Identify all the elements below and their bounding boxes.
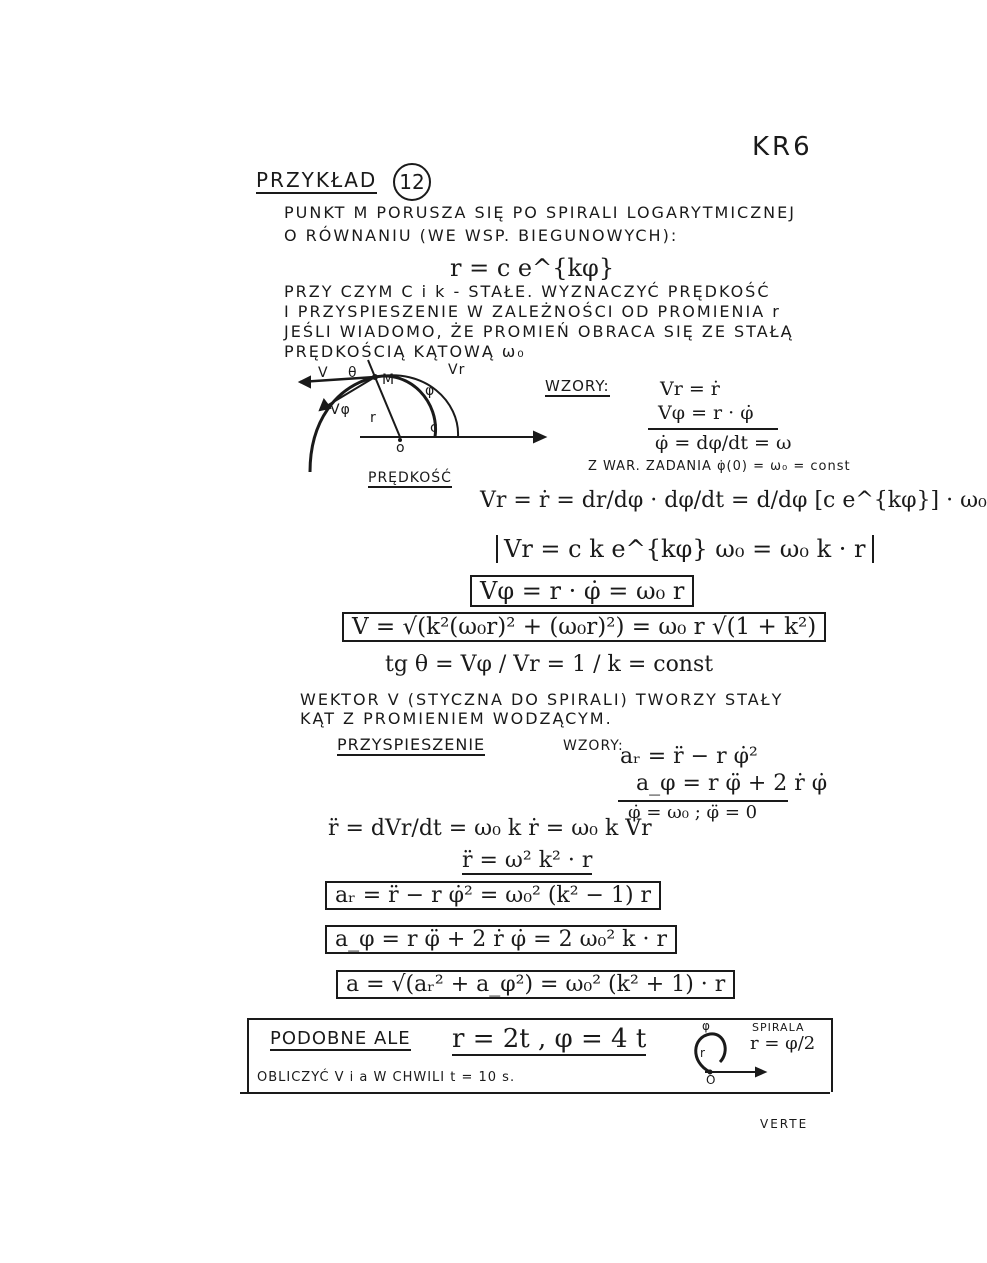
- a-result-box: a = √(aᵣ² + a_φ²) = ω₀² (k² + 1) · r: [336, 970, 735, 999]
- condition-text: Z WAR. ZADANIA φ̇(0) = ω₀ = const: [588, 459, 851, 474]
- formulas-header: WZORY:: [545, 377, 610, 395]
- small-axis-arrow-icon: [756, 1068, 765, 1076]
- formula-phidot: φ̇ = dφ/dt = ω: [655, 432, 792, 454]
- diagram-label-vr: Vr: [448, 362, 466, 378]
- diagram-label-theta: θ: [348, 365, 358, 381]
- desc-line-4: PRĘDKOŚCIĄ KĄTOWĄ ω₀: [284, 342, 526, 361]
- intro-line-2: O RÓWNANIU (WE WSP. BIEGUNOWYCH):: [284, 226, 679, 245]
- small-r-label: r: [700, 1046, 706, 1060]
- velocity-heading: PRĘDKOŚĆ: [368, 470, 452, 486]
- diagram-label-v: V: [318, 365, 329, 381]
- desc-line-1: PRZY CZYM C i k - STAŁE. WYZNACZYĆ PRĘDKOŚĆ: [284, 282, 771, 301]
- rddot-result: r̈ = ω² k² · r: [462, 848, 593, 873]
- similar-task: OBLICZYĆ V i a W CHWILI t = 10 s.: [257, 1070, 516, 1085]
- axis-arrow-icon: [534, 432, 545, 442]
- formula-vr: Vr = ṙ: [660, 378, 720, 400]
- diagram-label-vphi: Vφ: [330, 402, 351, 418]
- diagram-label-c: c: [430, 420, 439, 436]
- formula-vphi: Vφ = r · φ̇: [658, 402, 754, 424]
- acceleration-heading: PRZYSPIESZENIE: [337, 735, 486, 754]
- footer-note: VERTE: [760, 1117, 809, 1131]
- spiral-label: SPIRALA: [752, 1021, 805, 1034]
- spiral-eq: r = φ/2: [750, 1033, 816, 1054]
- small-origin-label: O: [706, 1073, 717, 1087]
- similar-box-bottom: [240, 1092, 830, 1094]
- diagram-label-m: M: [382, 372, 396, 388]
- ar-formula: aᵣ = r̈ − r φ̇²: [620, 744, 758, 769]
- acc-conditions: φ̇ = ω₀ ; φ̈ = 0: [628, 802, 758, 823]
- ar-result-box: aᵣ = r̈ − r φ̇² = ω₀² (k² − 1) r: [325, 881, 661, 910]
- tan-theta: tg θ = Vφ / Vr = 1 / k = const: [385, 652, 714, 677]
- small-phi-label: φ: [702, 1019, 711, 1033]
- v-result-box: V = √(k²(ω₀r)² + (ω₀r)²) = ω₀ r √(1 + k²): [342, 612, 826, 642]
- similar-equation: r = 2t , φ = 4 t: [452, 1024, 647, 1054]
- conclusion-line-1: WEKTOR V (STYCZNA DO SPIRALI) TWORZY STAŁY: [300, 690, 784, 709]
- desc-line-2: I PRZYSPIESZENIE W ZALEŻNOŚCI OD PROMIENIA r: [284, 302, 781, 321]
- acceleration-formulas-label: WZORY:: [563, 738, 624, 754]
- v-arrow-icon: [300, 377, 310, 387]
- rddot-derivation: r̈ = dVr/dt = ω₀ k ṙ = ω₀ k Vr: [328, 816, 652, 841]
- intro-line-1: PUNKT M PORUSZA SIĘ PO SPIRALI LOGARYTMICZNEJ: [284, 203, 796, 222]
- spiral-diagram: [290, 362, 560, 477]
- desc-line-3: JEŚLI WIADOMO, ŻE PROMIEŃ OBRACA SIĘ ZE STAŁĄ: [284, 322, 794, 341]
- diagram-label-phi: φ: [425, 383, 436, 399]
- conclusion-line-2: KĄT Z PROMIENIEM WODZĄCYM.: [300, 709, 613, 728]
- example-number: 12: [399, 170, 425, 194]
- similar-title: PODOBNE ALE: [270, 1028, 411, 1049]
- aphi-result-box: a_φ = r φ̈ + 2 ṙ φ̇ = 2 ω₀² k · r: [325, 925, 677, 954]
- vphi-result-box: Vφ = r · φ̇ = ω₀ r: [470, 575, 694, 607]
- formula-divider: [648, 428, 778, 430]
- vr-result-box: Vr = c k e^{kφ} ω₀ = ω₀ k · r: [496, 535, 874, 563]
- page-label: KR6: [752, 132, 813, 162]
- diagram-label-r: r: [370, 410, 377, 426]
- example-title: PRZYKŁAD: [256, 168, 378, 192]
- vr-derivation: Vr = ṙ = dr/dφ · dφ/dt = d/dφ [c e^{kφ}] · ω₀: [480, 488, 987, 513]
- diagram-label-o: o: [396, 440, 406, 456]
- example-number-badge: [393, 163, 431, 201]
- spiral-equation: r = c e^{kφ}: [450, 254, 615, 282]
- point-m: [372, 374, 378, 380]
- vphi-arrow-icon: [320, 400, 330, 410]
- aphi-formula: a_φ = r φ̈ + 2 ṙ φ̇: [636, 771, 828, 796]
